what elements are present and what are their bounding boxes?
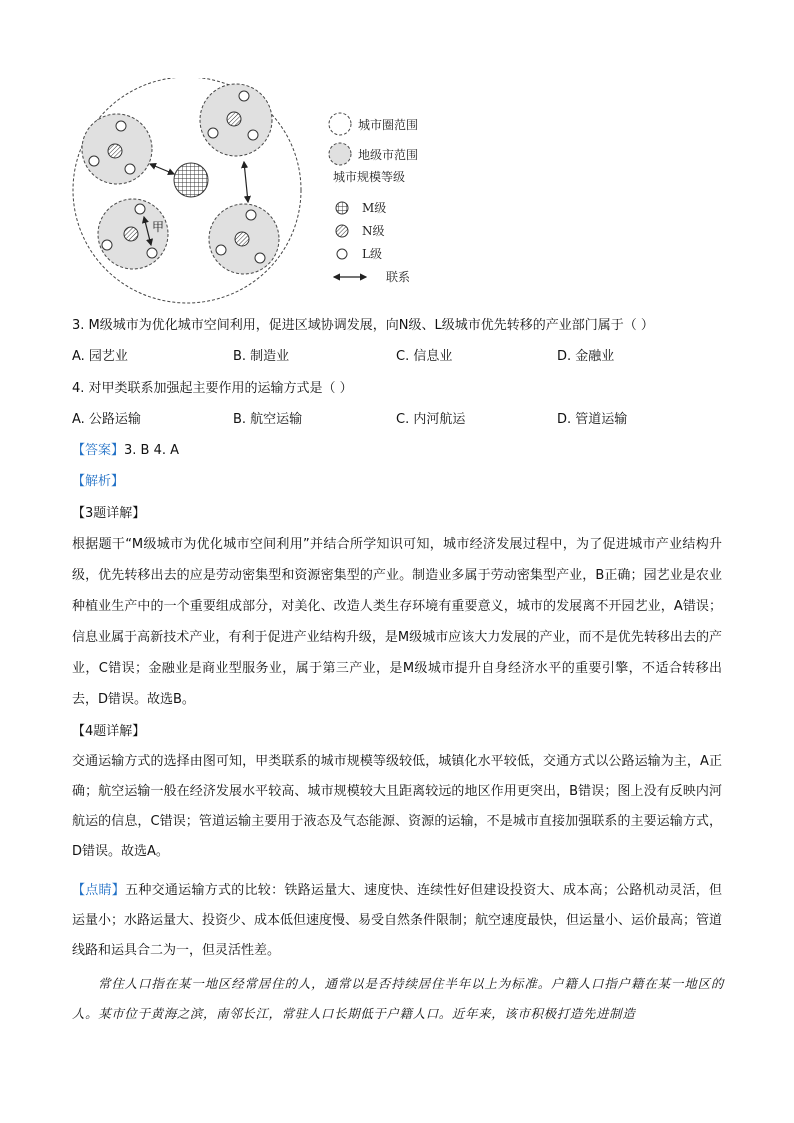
l-level-city xyxy=(135,204,145,214)
detail4-title: 【4题详解】 xyxy=(72,724,146,739)
tip-block xyxy=(72,876,722,966)
q3-option-b: B. 制造业 xyxy=(233,349,290,364)
l-level-city xyxy=(248,130,258,140)
q3-stem: 3. M级城市为优化城市空间利用，促进区域协调发展，向N级、L级城市优先转移的产业部门属于（ ） xyxy=(72,318,654,333)
legend-link: 联系 xyxy=(386,270,411,284)
m-level-city xyxy=(174,163,208,197)
label-jia: 甲 xyxy=(152,220,165,234)
n-level-city xyxy=(124,227,138,241)
answer-value: 3. B 4. A xyxy=(124,443,180,458)
prefecture-top-right xyxy=(200,84,272,156)
detail3-title: 【3题详解】 xyxy=(72,506,146,521)
next-passage: 常住人口指在某一地区经常居住的人，通常以是否持续居住半年以上为标准。户籍人口指户籍在某一地区的人。某市位于黄海之滨，南邻长江，常驻人口长期低于户籍人口。近年来，该市积极打造先进制造 xyxy=(72,976,724,1021)
q4-option-d: D. 管道运输 xyxy=(557,412,628,427)
legend-m-level: M级 xyxy=(362,201,387,215)
answer-label: 【答案】 xyxy=(72,443,125,458)
l-level-city xyxy=(255,253,265,263)
l-level-city xyxy=(116,121,126,131)
legend xyxy=(329,113,418,284)
l-level-city xyxy=(147,248,157,258)
prefecture-left xyxy=(82,114,152,184)
analysis-label: 【解析】 xyxy=(72,474,125,489)
l-level-city xyxy=(125,164,135,174)
n-level-city xyxy=(227,112,241,126)
tip-label: 【点睛】 xyxy=(72,883,126,898)
link-arrow xyxy=(244,162,248,202)
l-level-city xyxy=(208,128,218,138)
tip-text: 五种交通运输方式的比较：铁路运量大、速度快、连续性好但建设投资大、成本高；公路机动灵活，但运量小；水路运量大、投资少、成本低但速度慢、易受自然条件限制；航空速度最快，但运量小、运价最高；管道线路和运具合二为一，但灵活性差。 xyxy=(72,883,723,958)
city-hierarchy-diagram xyxy=(70,78,450,308)
link-arrow xyxy=(150,164,174,174)
q3-option-d: D. 金融业 xyxy=(557,349,615,364)
n-level-city xyxy=(235,232,249,246)
legend-l-level: L级 xyxy=(362,247,382,261)
q4-option-b: B. 航空运输 xyxy=(233,412,303,427)
l-level-city xyxy=(246,210,256,220)
l-level-city xyxy=(102,240,112,250)
q4-option-c: C. 内河航运 xyxy=(396,412,466,427)
q3-option-a: A. 园艺业 xyxy=(72,349,128,364)
l-level-city xyxy=(89,156,99,166)
legend-scale-title: 城市规模等级 xyxy=(333,170,406,184)
prefecture-bottom-left xyxy=(98,199,168,269)
answer-line xyxy=(72,442,179,460)
detail4-text: 交通运输方式的选择由图可知，甲类联系的城市规模等级较低，城镇化水平较低，交通方式以公路运输为主，A正确；航空运输一般在经济发展水平较高、城市规模较大且距离较远的地区作用更突出，B错误；图上没有反映内河航运的信息，C错误；管道运输主要用于液态及气态能源、资源的运输，不是城市直接加强联系的主要运输方式，D错误。故选A。 xyxy=(72,754,722,859)
q3-option-c: C. 信息业 xyxy=(396,349,453,364)
q4-stem: 4. 对甲类联系加强起主要作用的运输方式是（ ） xyxy=(72,381,353,396)
prefecture-bottom-right xyxy=(209,204,279,274)
n-level-city xyxy=(108,144,122,158)
legend-n-level: N级 xyxy=(362,224,385,238)
detail3-text: 根据题干“M级城市为优化城市空间利用”并结合所学知识可知，城市经济发展过程中，为了促进城市产业结构升级，优先转移出去的应是劳动密集型和资源密集型的产业。制造业多属于劳动密集型产业，B正确；园艺业是农业种植业生产中的一个重要组成部分，对美化、改造人类生存环境有重要意义，城市的发展离不开园艺业，A错误；信息业属于高新技术产业，有利于促进产业结构升级，是M级城市应该大力发展的产业，而不是优先转移出去的产业，C错误；金融业是商业型服务业，属于第三产业，是M级城市提升自身经济水平的重要引擎，不适合转移出去，D错误。故选B。 xyxy=(72,537,722,707)
legend-prefecture: 地级市范围 xyxy=(358,148,419,162)
legend-city-circle: 城市圈范围 xyxy=(358,118,419,132)
l-level-city xyxy=(239,91,249,101)
q4-option-a: A. 公路运输 xyxy=(72,412,141,427)
l-level-city xyxy=(216,245,226,255)
